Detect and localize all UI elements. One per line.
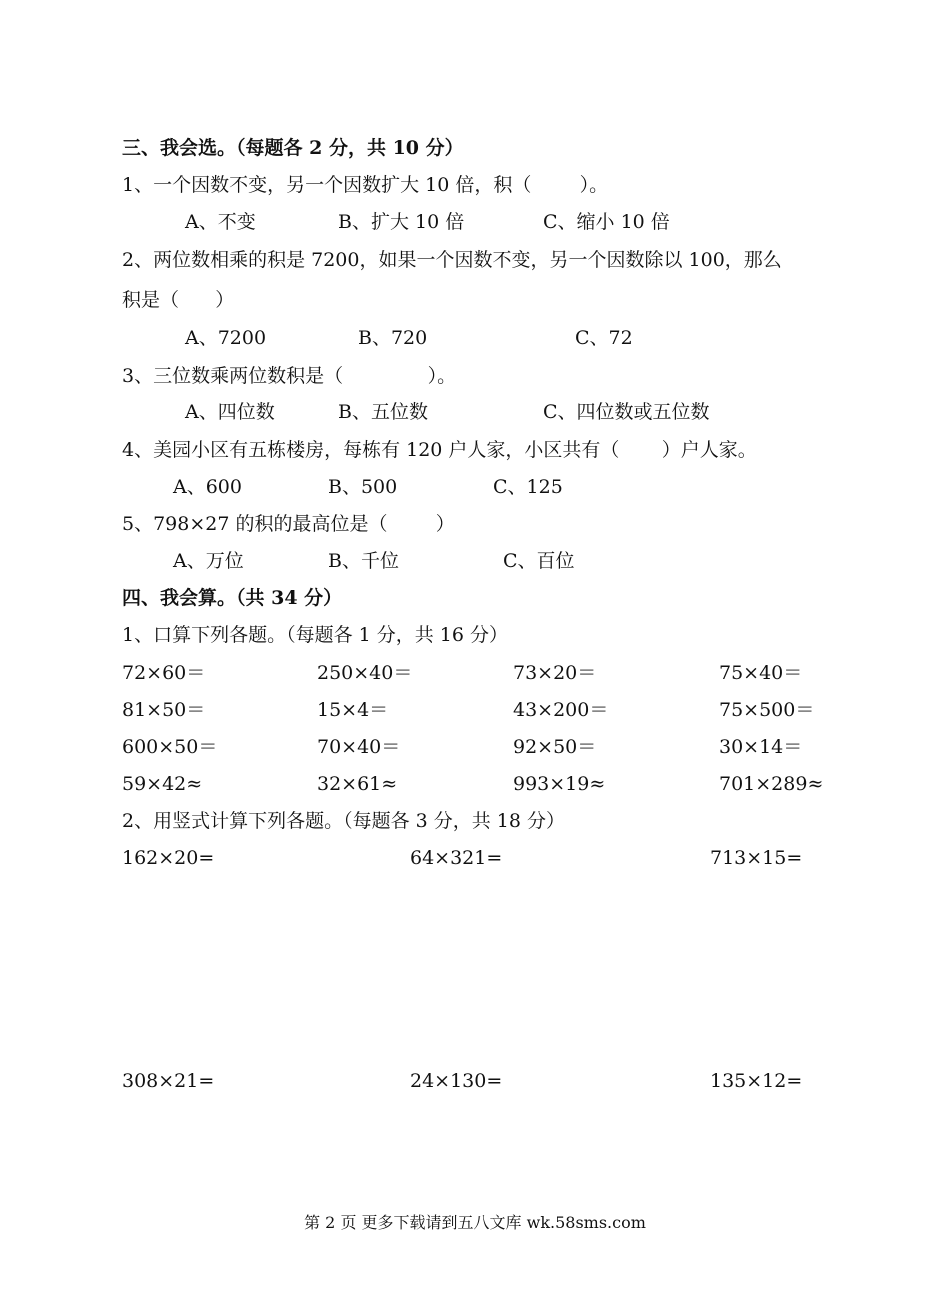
q4-option-b: B、500 (328, 476, 398, 498)
q1-option-b: B、扩大 10 倍 (338, 211, 465, 233)
oral-item: 993×19≈ (513, 773, 606, 795)
question-2: 2、两位数相乘的积是 7200，如果一个因数不变，另一个因数除以 100，那么 (122, 249, 782, 271)
oral-item: 59×42≈ (122, 773, 203, 795)
section4-title: 四、我会算。（共 34 分） (122, 587, 343, 609)
q1-option-c: C、缩小 10 倍 (543, 211, 670, 233)
vertical-calc-title: 2、用竖式计算下列各题。（每题各 3 分，共 18 分） (122, 810, 566, 832)
oral-item: 70×40＝ (317, 736, 401, 758)
oral-item: 43×200＝ (513, 699, 609, 721)
vertical-item: 162×20= (122, 847, 215, 869)
q5-option-b: B、千位 (328, 550, 399, 572)
oral-item: 15×4＝ (317, 699, 389, 721)
question-3: 3、三位数乘两位数积是（ ）。 (122, 365, 457, 387)
q4-option-c: C、125 (493, 476, 563, 498)
vertical-item: 308×21= (122, 1070, 215, 1092)
oral-item: 30×14＝ (719, 736, 803, 758)
question-1: 1、一个因数不变，另一个因数扩大 10 倍，积（ ）。 (122, 174, 609, 196)
vertical-item: 713×15= (710, 847, 803, 869)
oral-item: 250×40＝ (317, 662, 413, 684)
oral-item: 32×61≈ (317, 773, 398, 795)
vertical-item: 64×321= (410, 847, 503, 869)
q4-option-a: A、600 (173, 476, 242, 498)
vertical-item: 135×12= (710, 1070, 803, 1092)
q5-option-a: A、万位 (173, 550, 244, 572)
q5-option-c: C、百位 (503, 550, 575, 572)
question-5: 5、798×27 的积的最高位是（ ） (122, 513, 455, 535)
oral-item: 73×20＝ (513, 662, 597, 684)
q3-option-a: A、四位数 (185, 401, 275, 423)
page-footer: 第 2 页 更多下载请到五八文库 wk.58sms.com (304, 1213, 646, 1232)
q1-option-a: A、不变 (185, 211, 256, 233)
q2-option-a: A、7200 (185, 327, 267, 349)
oral-item: 75×500＝ (719, 699, 815, 721)
oral-item: 72×60＝ (122, 662, 206, 684)
oral-item: 600×50＝ (122, 736, 218, 758)
oral-calc-title: 1、口算下列各题。（每题各 1 分，共 16 分） (122, 624, 509, 646)
oral-item: 92×50＝ (513, 736, 597, 758)
q3-option-c: C、四位数或五位数 (543, 401, 710, 423)
q3-option-b: B、五位数 (338, 401, 428, 423)
question-2-cont: 积是（ ） (122, 289, 235, 311)
oral-item: 75×40＝ (719, 662, 803, 684)
section3-title: 三、我会选。（每题各 2 分，共 10 分） (122, 137, 464, 159)
vertical-item: 24×130= (410, 1070, 503, 1092)
q2-option-c: C、72 (575, 327, 633, 349)
oral-item: 701×289≈ (719, 773, 824, 795)
q2-option-b: B、720 (358, 327, 428, 349)
oral-item: 81×50＝ (122, 699, 206, 721)
question-4: 4、美园小区有五栋楼房，每栋有 120 户人家，小区共有（ ）户人家。 (122, 439, 757, 461)
